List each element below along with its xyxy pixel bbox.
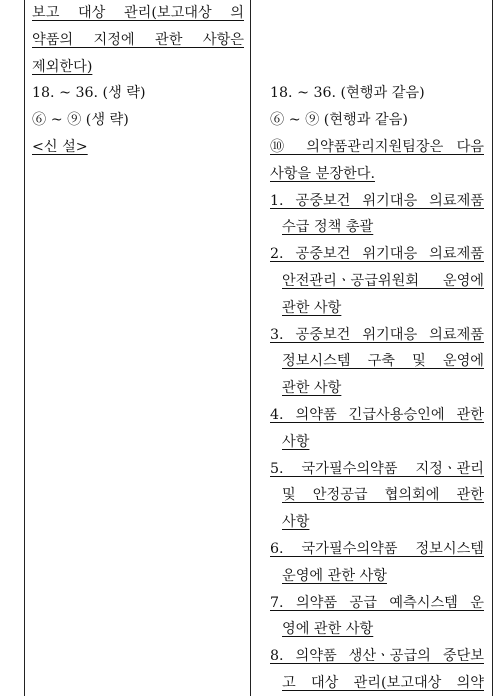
subitem-6-line-1: 6. 국가필수의약품 정보시스템	[270, 540, 484, 557]
subitem-2-line-3: 관한 사항	[282, 299, 342, 316]
left-column	[32, 0, 244, 161]
left-top-line-1: 보고 대상 관리(보고대상 의	[32, 5, 244, 21]
table-border-left	[24, 0, 25, 696]
right-item-10-line-1: ⑩ 의약품관리지원팀장은 다음	[270, 138, 484, 155]
table-border-middle	[250, 0, 251, 696]
subitem-5-line-1: 5. 국가필수의약품 지정ㆍ관리	[270, 460, 484, 477]
subitem-4-line-1: 4. 의약품 긴급사용승인에 관한	[270, 406, 484, 423]
subitem-3-line-1: 3. 공중보건 위기대응 의료제품	[270, 326, 484, 343]
table-border-right	[492, 0, 493, 696]
right-item-6-9: ⑥ ~ ⑨ (현행과 같음)	[270, 112, 408, 129]
right-item-10-line-2: 사항을 분장한다.	[270, 165, 375, 182]
right-column	[270, 80, 484, 696]
left-item-18-36: 18. ~ 36. (생 략)	[32, 85, 146, 102]
subitem-7-line-1: 7. 의약품 공급 예측시스템 운	[270, 594, 484, 611]
subitem-5-line-2: 및 안정공급 협의회에 관한	[282, 487, 484, 504]
subitem-1-line-2: 수급 정책 총괄	[282, 219, 374, 236]
subitem-2-line-1: 2. 공중보건 위기대응 의료제품	[270, 246, 484, 263]
subitem-2-line-2: 안전관리ㆍ공급위원회 운영에	[282, 272, 484, 289]
subitem-7-line-2: 영에 관한 사항	[282, 621, 374, 638]
left-top-line-2: 약품의 지정에 관한 사항은	[32, 31, 244, 48]
right-item-18-36: 18. ~ 36. (현행과 같음)	[270, 85, 425, 102]
subitem-3-line-2: 정보시스템 구축 및 운영에	[282, 353, 484, 370]
subitem-1-line-1: 1. 공중보건 위기대응 의료제품	[270, 192, 484, 209]
subitem-5-line-3: 사항	[282, 514, 310, 531]
left-new-marker: <신 설>	[32, 138, 88, 155]
subitem-3-line-3: 관한 사항	[282, 380, 342, 397]
left-top-line-3: 제외한다)	[32, 58, 93, 75]
subitem-8-line-2: 고 대상 관리(보고대상 의약	[282, 674, 484, 691]
subitem-6-line-2: 운영에 관한 사항	[282, 567, 387, 584]
subitem-8-line-1: 8. 의약품 생산ㆍ공급의 중단보	[270, 648, 484, 665]
subitem-4-line-2: 사항	[282, 433, 310, 450]
left-item-6-9: ⑥ ~ ⑨ (생 략)	[32, 112, 129, 129]
